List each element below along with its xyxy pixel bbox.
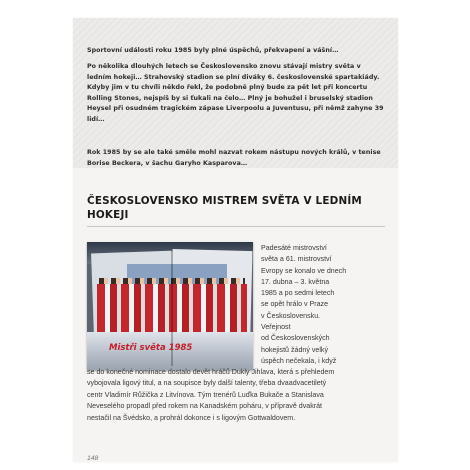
article-heading: ČESKOSLOVENSKO MISTREM SVĚTA V LEDNÍM HOKEJI <box>87 195 362 221</box>
heading-divider <box>87 226 385 227</box>
side-line: 17. dubna – 3. května <box>261 277 330 286</box>
side-line: úspěch nečekala, i když <box>261 356 337 365</box>
page-number: 148 <box>87 455 99 462</box>
side-line: v Československu. <box>261 311 321 320</box>
side-line: od Československých <box>261 334 330 343</box>
intro-box <box>73 18 398 168</box>
team-photo <box>87 242 253 370</box>
side-line: se opět hrálo v Praze <box>261 300 329 309</box>
side-line: světa a 61. mistrovství <box>261 255 332 264</box>
body-line: Neveselého propadl před rokem na Kanadském poháru, v přípravě dvakrát <box>87 402 323 411</box>
photo-caption: Mistři světa 1985 <box>109 343 193 353</box>
side-line: 1985 a po sedmi letech <box>261 289 335 298</box>
intro-paragraph-2: Po několika dlouhých letech se Československo znovu stávají mistry světa v ledním hokeji… Strahovský stadion se plní diváky 6. československé spartakiády. Kdyby jim v tu chvíli někdo řekl, že podobně plný bude za pět let při koncertu Rolling Stones, nejspíš by si ťukali na čelo… Plný je bohužel i bruselský stadion Heysel při osudném tragickém zápase Liverpoolu a Juventusu, při němž zahyne 39 lidí… <box>87 63 384 123</box>
side-line: Veřejnost <box>261 323 291 332</box>
body-line: vybojovala ligový titul, a na soupisce byly další talenty, třeba dvaadvacetiletý <box>87 379 327 388</box>
intro-paragraph-3: Rok 1985 by se ale také směle mohl nazvat rokem nástupu nových králů, v tenise Borise Beckera, v šachu Garyho Kasparova… <box>87 149 381 167</box>
body-line: nestačil na Švédsko, a prohrál dokonce i s ligovým Gottwaldovem. <box>87 413 296 422</box>
article-side-text <box>261 243 385 367</box>
book-page <box>73 18 398 462</box>
intro-paragraph-1: Sportovní události roku 1985 byly plné úspěchů, překvapení a vášní… <box>87 47 339 54</box>
side-line: Padesáté mistrovství <box>261 244 327 252</box>
side-line: Evropy se konalo ve dnech <box>261 266 347 275</box>
side-line: hokejistů žádný velký <box>261 345 329 354</box>
body-line: centr Vladimír Růžička z Litvínova. Tým trenérů Luďka Bukače a Stanislava <box>87 390 324 399</box>
body-line: se do konečné nominace dostalo devět hráčů Dukly Jihlava, která s přehledem <box>87 368 335 376</box>
article-body-text <box>87 367 387 424</box>
